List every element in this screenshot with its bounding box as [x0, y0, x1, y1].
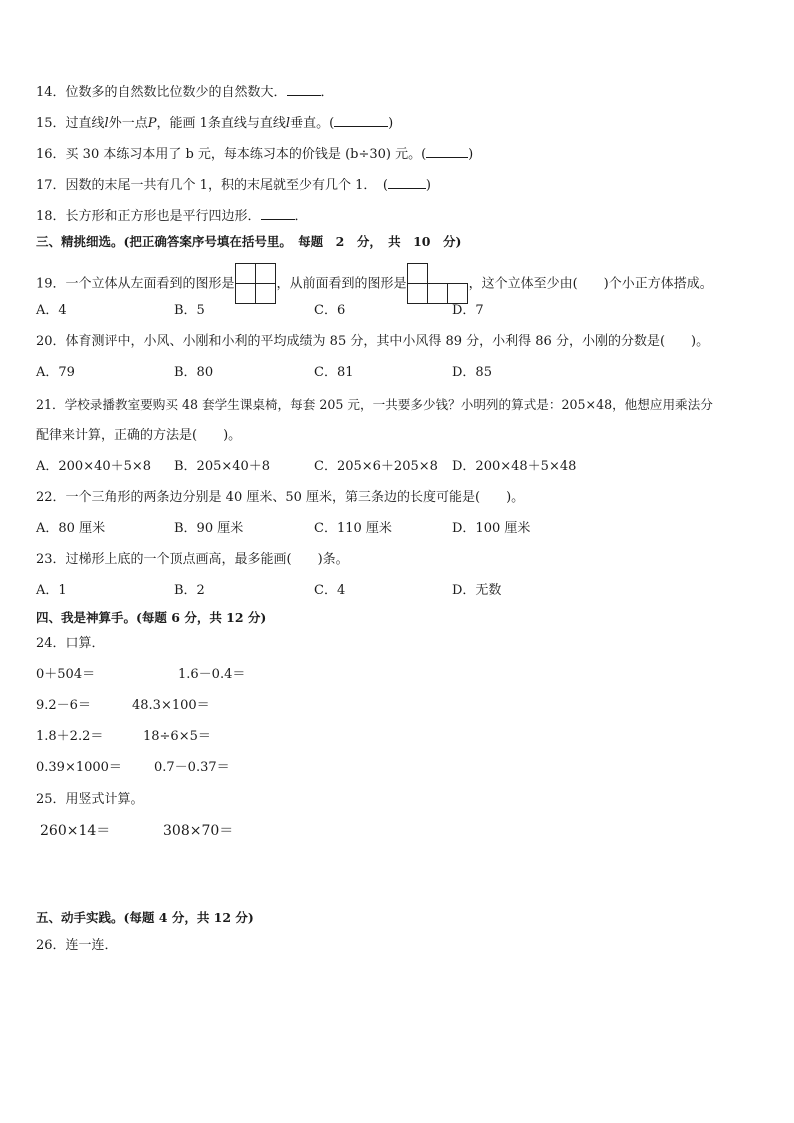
option-c[interactable]: C．6 [314, 303, 346, 318]
question-15-mid: 外一点 [108, 116, 148, 131]
calc-item: 1.8＋2.2＝ [36, 729, 104, 744]
question-14-end: ． [320, 85, 334, 100]
option-c[interactable]: C．110 厘米 [314, 521, 392, 536]
calc-row-4-b [154, 759, 230, 777]
option-a[interactable]: A．80 厘米 [36, 521, 106, 536]
question-16-close: ) [468, 147, 474, 162]
answer-blank-16[interactable] [426, 145, 468, 158]
option-d[interactable]: D．85 [452, 365, 492, 380]
question-17 [36, 176, 431, 195]
calc-item: 0＋504＝ [36, 667, 96, 682]
option-c[interactable]: C．205×6＋205×8 [314, 459, 438, 474]
answer-blank-18[interactable] [261, 207, 295, 220]
calc-row-3-b [143, 728, 211, 746]
section-5-heading: 五、动手实践。(每题 4 分，共 12 分) [36, 910, 254, 925]
option-d[interactable]: D．7 [452, 303, 484, 318]
question-16-text: 16．买 30 本练习本用了 b 元，每本练习本的价钱是 (b÷30) 元。( [36, 147, 427, 162]
question-15-mid2: ，能画 1条直线与直线 [156, 116, 286, 131]
answer-blank-14[interactable] [287, 83, 321, 96]
vertical-calc-item-2: 308×70＝ [163, 823, 234, 839]
calc-row-2-b [132, 697, 210, 715]
calc-item: 18÷6×5＝ [143, 729, 211, 744]
question-25-title: 25．用竖式计算。 [36, 792, 144, 807]
question-17-close: ) [425, 178, 431, 193]
calc-row-3 [36, 728, 103, 746]
calc-item: 0.7－0.37＝ [154, 760, 230, 775]
option-a[interactable]: A．200×40＋5×8 [36, 459, 152, 474]
question-18-text: 18．长方形和正方形也是平行四边形． [36, 209, 261, 224]
question-19-pre: 19．一个立体从左面看到的图形是 [36, 276, 235, 292]
question-21-line-2: 配律来计算，正确的方法是( )。 [36, 428, 242, 443]
option-d[interactable]: D．200×48＋5×48 [452, 459, 577, 474]
calc-row-1-b [178, 666, 245, 684]
option-b[interactable]: B．5 [174, 303, 205, 318]
option-b[interactable]: B．205×40＋8 [174, 459, 271, 474]
question-24-title: 24．口算． [36, 636, 105, 651]
option-a[interactable]: A．1 [36, 583, 67, 598]
question-22: 22．一个三角形的两条边分别是 40 厘米、50 厘米，第三条边的长度可能是( )。 [36, 490, 525, 505]
question-18 [36, 207, 308, 226]
calc-item: 48.3×100＝ [132, 698, 210, 713]
option-c[interactable]: C．81 [314, 365, 354, 380]
answer-blank-15[interactable] [334, 114, 388, 127]
calc-item: 1.6－0.4＝ [178, 667, 246, 682]
question-14 [36, 83, 334, 102]
calc-row-1 [36, 666, 95, 684]
option-b[interactable]: B．2 [174, 583, 205, 598]
option-d[interactable]: D．无数 [452, 583, 502, 598]
question-19-mid: ，从前面看到的图形是 [276, 276, 407, 292]
question-15-pre: 15．过直线 [36, 116, 105, 131]
question-15-post: 垂直。( [290, 116, 335, 131]
section-4-heading: 四、我是神算手。(每题 6 分，共 12 分) [36, 610, 267, 625]
option-d[interactable]: D．100 厘米 [452, 521, 531, 536]
question-15 [36, 114, 393, 133]
question-19 [36, 263, 713, 305]
option-a[interactable]: A．4 [36, 303, 67, 318]
calc-item: 0.39×1000＝ [36, 760, 122, 775]
calc-row-4 [36, 759, 122, 777]
section-3-heading: 三、精挑细选。(把正确答案序号填在括号里。 每题 2 分， 共 10 分) [36, 234, 462, 249]
question-15-close: ) [388, 116, 394, 131]
question-20: 20．体育测评中，小风、小刚和小利的平均成绩为 85 分，其中小风得 89 分，小利得 86 分，小刚的分数是( )。 [36, 334, 710, 349]
option-c[interactable]: C．4 [314, 583, 346, 598]
question-17-text: 17．因数的末尾一共有几个 1，积的末尾就至少有几个 1． ( [36, 178, 388, 193]
point-p-symbol: P [147, 116, 157, 131]
front-view-figure [407, 263, 469, 305]
question-26-title: 26．连一连． [36, 938, 118, 953]
line-l-symbol: l [104, 116, 109, 131]
question-14-text: 14．位数多的自然数比位数少的自然数大． [36, 85, 287, 100]
question-18-end: ． [294, 209, 308, 224]
question-21-line-1: 21．学校录播教室要购买 48 套学生课桌椅，每套 205 元，一共要多少钱？小明列的算式是：205×48，他想应用乘法分 [36, 397, 713, 412]
line-l-symbol-2: l [285, 116, 291, 131]
option-b[interactable]: B．90 厘米 [174, 521, 244, 536]
question-23: 23．过梯形上底的一个顶点画高，最多能画( )条。 [36, 552, 349, 567]
question-19-post: ，这个立体至少由( )个小正方体搭成。 [468, 276, 713, 292]
answer-blank-17[interactable] [388, 176, 426, 189]
option-b[interactable]: B．80 [174, 365, 214, 380]
calc-item: 9.2－6＝ [36, 698, 91, 713]
option-a[interactable]: A．79 [36, 365, 75, 380]
left-view-figure [235, 263, 277, 305]
question-16 [36, 145, 473, 164]
calc-row-2 [36, 697, 91, 715]
vertical-calc-item-1: 260×14＝ [40, 823, 111, 839]
